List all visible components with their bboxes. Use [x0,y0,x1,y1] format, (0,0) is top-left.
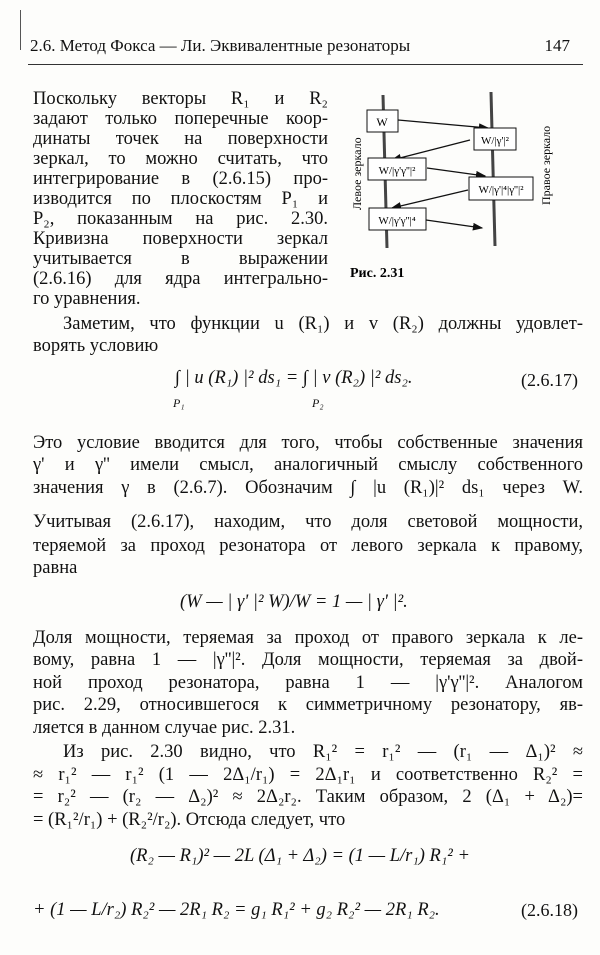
right-mirror-line [491,92,495,246]
equation-loss: (W — | γ' |² W)/W = 1 — | γ' |². [180,592,408,612]
box-w [367,110,398,132]
text-line: Из рис. 2.30 видно, что R₁² = r₁² — (r₁ — Δ₁)² ≈ [63,742,583,762]
box-label: W/|γ'γ''|² [378,165,416,177]
text-line: Учитывая (2.6.17), находим, что доля световой мощности, [33,512,583,532]
arrow [398,120,488,128]
box-label: W/|γ'|² [481,135,509,147]
page-number: 147 [544,36,570,55]
text-line: теряемой за проход резонатора от левого зеркала к правому, [33,536,583,556]
box-w-g1 [474,128,516,150]
text-line: динаты точек на поверхности [33,129,328,149]
text-line: = (R₁²/r₁) + (R₂²/r₂). Отсюда следует, что [33,810,346,830]
text-line: интегрирование в (2.6.15) про- [33,169,328,189]
running-header: 2.6. Метод Фокса — Ли. Эквивалентные резонаторы [30,36,411,55]
equation-number: (2.6.18) [521,900,578,920]
text-line: ной проход резонатора, равна 1 — |γ'γ''|². Аналогом [33,673,583,693]
right-mirror-label: Правое зеркало [539,125,553,205]
text-line: равна [33,558,78,578]
text-line: ляется в данном случае рис. 2.31. [33,718,296,738]
equation-2-6-18-line2: + (1 — L/r₂) R₂² — 2R₁ R₂ = g₁ R₁² + g₂ R₂² — 2R₁ R₂. [33,900,440,920]
box-w-g1g2 [368,158,426,180]
box-label: W/|γ'γ''|⁴ [378,215,416,227]
box-w-g1-4-g2 [469,177,533,200]
text-line: зеркал, то можно считать, что [33,149,328,169]
arrow [392,140,470,160]
text-line: ворять условию [33,336,159,356]
box-label: W [376,115,388,129]
text-line: изводится по плоскостям P₁ и [33,189,328,209]
text-line: Поскольку векторы R₁ и R₂ [33,89,328,109]
text-line: Кривизна поверхности зеркал [33,229,328,249]
box-w-g1g2-4 [369,208,426,230]
arrow [427,168,485,176]
text-line: рис. 2.29, относившегося к симметричному резонатору, яв- [33,695,583,715]
header-rule [28,64,583,65]
arrow [392,190,468,208]
text-line: P₂, показанным на рис. 2.30. [33,209,328,229]
text-line: Доля мощности, теряемая за проход от правого зеркала к ле- [33,628,583,648]
text-line: вому, равна 1 — |γ''|². Доля мощности, теряемая за двой- [33,650,583,670]
text-line: ≈ r₁² — r₁² (1 — 2Δ₁/r₁) = 2Δ₁r₁ и соответственно R₂² = [33,765,583,785]
scan-edge [20,10,21,50]
text-line: γ' и γ'' имели смысл, аналогичный смыслу собственного [33,455,583,475]
box-label: W/|γ'|⁴|γ''|² [478,184,524,196]
arrow [426,220,482,228]
text-line: задают только поперечные коор- [33,109,328,129]
mirror-diagram [330,70,590,290]
integral-subscript: P₁ [173,396,185,410]
figure-caption: Рис. 2.31 [350,266,405,281]
text-line: го уравнения. [33,289,141,309]
text-line: значения γ в (2.6.7). Обозначим ∫ |u (R₁)|² ds₁ через W. [33,478,583,498]
equation-2-6-17: ∫ | u (R₁) |² ds₁ = ∫ | v (R₂) |² ds₂. [175,368,413,388]
figure-2-31 [330,70,590,290]
integral-subscript: P₂ [312,396,324,410]
text-line: = r₂² — (r₂ — Δ₂)² ≈ 2Δ₂r₂. Таким образом, 2 (Δ₁ + Δ₂)= [33,787,583,807]
left-mirror-label: Левое зеркало [350,137,364,210]
equation-2-6-18-line1: (R₂ — R₁)² — 2L (Δ₁ + Δ₂) = (1 — L/r₁) R₁² + [130,846,470,866]
text-line: Это условие вводится для того, чтобы собственные значения [33,433,583,453]
equation-number: (2.6.17) [521,370,578,390]
text-line: (2.6.16) для ядра интегрально- [33,269,328,289]
text-line: Заметим, что функции u (R₁) и v (R₂) должны удовлет- [63,314,583,334]
text-line: учитывается в выражении [33,249,328,269]
